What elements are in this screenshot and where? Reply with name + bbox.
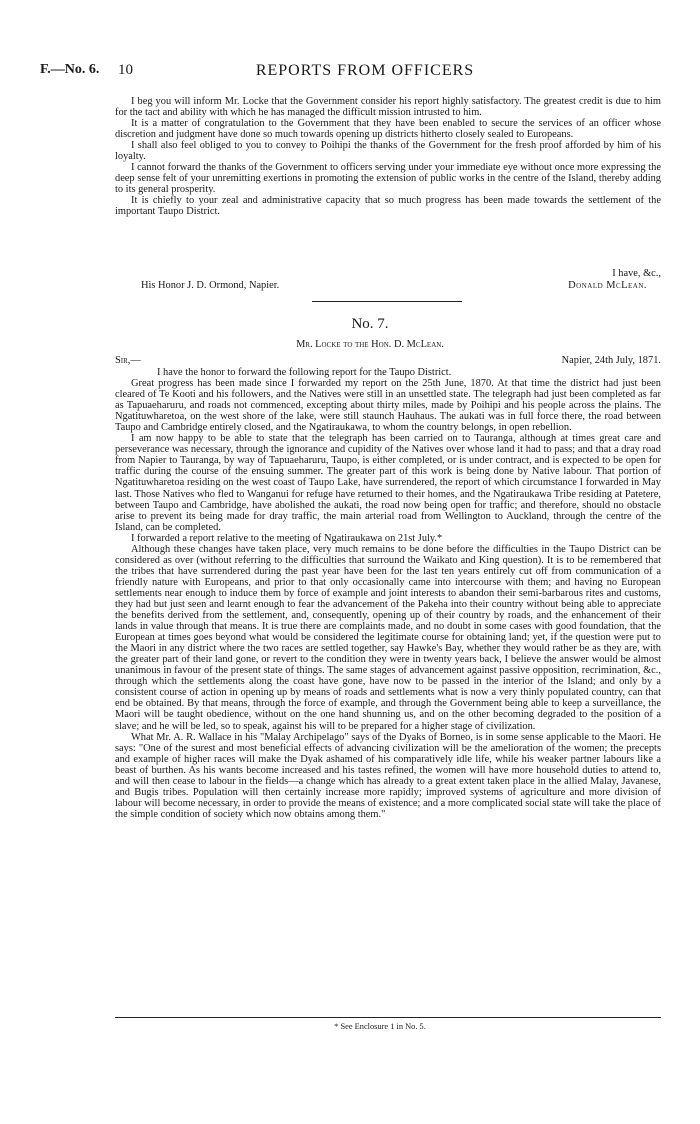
paragraph: I forwarded a report relative to the meeting of Ngatiraukawa on 21st July.* (131, 532, 443, 544)
paragraph: It is chiefly to your zeal and administrative capacity that so much progress has been made towards the settlement of the important Taupo District. (115, 195, 661, 218)
paragraph: What Mr. A. R. Wallace in his "Malay Archipelago" says of the Dyaks of Borneo, is in some sense applicable to the Maori. He says: "One of the surest and most beneficial effects of advancing civilization will be the amelioration of the women; the precepts and example of higher races will make the Dyak ashamed of his comparatively idle life, while his weaker partner labours like a beast of burthen. As his wants become increased and his tastes refined, the women will have more household duties to attend to, and will then cease to labour in the fields—a change which has already to a great extent taken place in the allied Malay, Javanese, and Bugis tribes. Population will then certainly increase more rapidly; improved systems of agriculture and more division of labour will become necessary, in order to provide the means of existence; and a more complicated social state will take the place of the simple condition of society which now obtains among them." (115, 731, 661, 820)
paragraph: It is a matter of congratulation to the Government that they have been enabled to secure the services of an officer whose discretion and judgment have done so much towards opening up districts hitherto closely sealed to Europeans. (115, 118, 661, 141)
footnote: * See Enclosure 1 in No. 5. (334, 1022, 426, 1031)
section-divider (312, 301, 462, 302)
running-title: REPORTS FROM OFFICERS (255, 62, 475, 79)
letter-two-body (115, 367, 661, 820)
letter-closing: I have, &c., (612, 268, 661, 279)
addressee: His Honor J. D. Ormond, Napier. (141, 280, 280, 291)
paragraph: Although these changes have taken place, very much remains to be done before the difficulties in the Taupo District can be considered as over (without referring to the difficulties that surround the Waikato and King question). It is to be remembered that the tribes that have surrendered during the past year have been for the last ten years entirely cut off from communication of a friendly nature with Europeans, and prior to that only occasionally came into intercourse with them; and having no European settlements near enough to induce them by force of example and joint interests to abandon their semi-barbarous rites and customs, they had but just seen and learnt enough to fear the advancement of the Pakeha into their country without being able to appreciate the benefits derived from the settlement, and, consequently, opening up of their country by roads, and the enhancement of their lands in value through that means. It is true there are complaints made, and no doubt in some cases with good foundation, that the European at times goes beyond what would be considered the legitimate course for obtaining land; yet, if the question were put to the Maori in any district where the two races are settled together, say Hawke's Bay, whether they would rather be as they are, with the greater part of their land gone, or revert to the condition they were in twenty years back, I believe the answer would be almost unanimous in favour of the present state of things. The same stages of advancement against passive opposition, recrimination, &c., through which the settlements along the coast have gone, have now to be passed in the interior of the Island; and only by a consistent course of action in opening up by means of roads and settlements what is now a very thinly populated country, can that end be obtained. By that means, through the force of example, and through the Government being able to keep a surveillance, the Maori will be taught obedience, without on the one hand shunning us, and on the other becoming degraded to the position of a slave; and he will be led, so to speak, against his will to be prepared for a higher stage of civilization. (115, 543, 661, 732)
paragraph: I shall also feel obliged to you to convey to Poihipi the thanks of the Government for the fresh proof afforded by him of his loyalty. (115, 140, 661, 163)
paragraph: I beg you will inform Mr. Locke that the Government consider his report highly satisfactory. The greatest credit is due to him for the tact and ability with which he has managed the difficult mission intrusted to him. (115, 96, 661, 119)
signature: Donald McLean. (568, 280, 647, 291)
letter-heading: Mr. Locke to the Hon. D. McLean. (296, 339, 444, 350)
paragraph: I cannot forward the thanks of the Government to officers serving under your immediate eye without once more expressing the deep sense felt of your unremitting exertions in promoting the extension of public works in the centre of the Island, thereby adding to its general prosperity. (115, 162, 661, 196)
footnote-rule (115, 1017, 661, 1018)
place-date: Napier, 24th July, 1871. (561, 355, 661, 366)
document-reference: F.—No. 6. (40, 62, 100, 77)
page-number: 10 (118, 62, 133, 78)
paragraph: I am now happy to be able to state that the telegraph has been carried on to Tauranga, although at times great care and perseverance was necessary, through the ignorance and cupidity of the Natives over whose land it had to pass; and that a dray road from Napier to Tauranga, by way of Tapuaeharuru, Taupo, is either completed, or is under contract, and is expected to be open for traffic during the course of the ensuing summer. The greater part of this work is being done by Native labour. That portion of Ngatituwharetoa residing on the west coast of Taupo Lake, have surrendered, the report of which circumstance I forwarded in May last. Those Natives who fled to Wanganui for refuge have returned to their homes, and the Ngatiraukawa Tribe residing at Patetere, between Taupo and Cambridge, have abolished the aukati, the road now being open for traffic; and therefore, should no obstacle arise to prevent its being made for dray traffic, the main arterial road from Wellington to Auckland, through the centre of the Island, can be completed. (115, 433, 661, 533)
paragraph: I have the honor to forward the following report for the Taupo District. (157, 367, 452, 378)
document-number: No. 7. (351, 316, 389, 332)
salutation: Sir,— (115, 355, 141, 366)
paragraph: Great progress has been made since I forwarded my report on the 25th June, 1870. At that time the district had just been cleared of Te Kooti and his followers, and the Natives were still in an unsettled state. The telegraph had just been completed as far as Tapuaeharuru, and roads not commenced, excepting about thirty miles, made by Poihipi and his people across the plains. The Ngatituwharetoa, on the west shore of the lake, were still staunch Hauhaus. The aukati was in full force there, the road between Taupo and Cambridge entirely closed, and the Ngatiraukawa, to whom the country belongs, in open rebellion. (115, 378, 661, 434)
letter-one-body (115, 96, 661, 218)
running-header (40, 62, 660, 82)
